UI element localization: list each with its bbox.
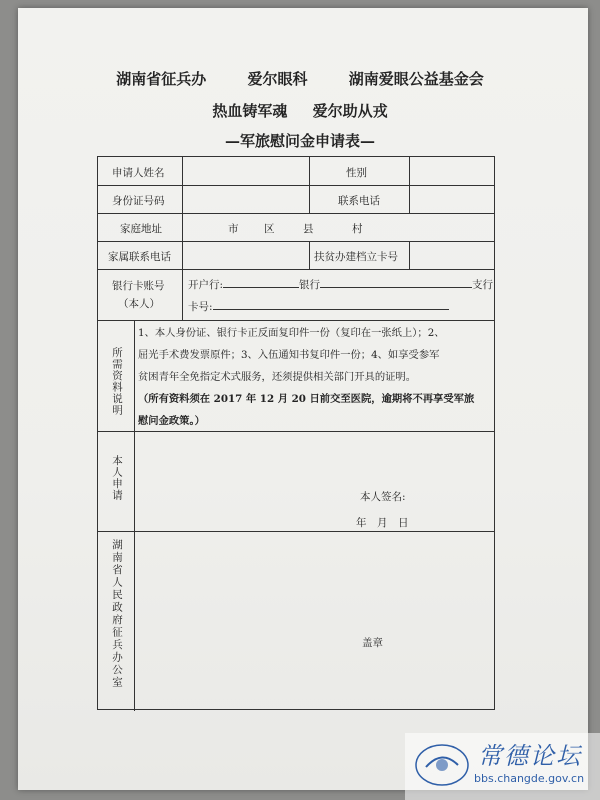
row-divider xyxy=(98,320,494,321)
slogan-1: 热血铸军魂 xyxy=(212,102,288,120)
address-district: 区 xyxy=(264,223,275,235)
label-branch: 支行 xyxy=(472,279,494,291)
forum-logo-icon xyxy=(412,737,472,789)
row-divider xyxy=(98,531,494,532)
bank-opening-line xyxy=(188,276,493,292)
label-poverty-card: 扶贫办建档立卡号 xyxy=(314,251,398,263)
label-phone: 联系电话 xyxy=(338,195,380,207)
label-id-number: 身份证号码 xyxy=(112,195,165,207)
address-city: 市 xyxy=(228,223,239,235)
col-divider xyxy=(309,157,310,213)
application-form-table xyxy=(97,156,495,710)
label-bank-card-self: （本人） xyxy=(118,298,160,310)
label-bank-card: 银行卡账号 xyxy=(112,280,165,292)
row-divider xyxy=(98,213,494,214)
materials-line-3: 贫困青年全免指定术式服务，还须提供相关部门开具的证明。 xyxy=(138,371,417,383)
org-conscription-office: 湖南省征兵办 xyxy=(116,70,207,88)
col-divider xyxy=(309,241,310,269)
card-number-line xyxy=(188,298,449,314)
org-aier-eye: 爱尔眼科 xyxy=(247,70,308,88)
label-bank: 银行 xyxy=(299,279,321,291)
col-divider xyxy=(409,241,410,269)
col-divider xyxy=(182,157,183,320)
org-eye-foundation: 湖南爱眼公益基金会 xyxy=(348,70,484,88)
label-gender: 性别 xyxy=(346,167,367,179)
seal-label: 盖章 xyxy=(362,637,383,649)
row-divider xyxy=(98,185,494,186)
header-slogans xyxy=(0,100,600,121)
row-divider xyxy=(98,269,494,270)
col-divider xyxy=(134,320,135,711)
branch-name-blank xyxy=(320,276,472,288)
materials-line-1: 1、本人身份证、银行卡正反面复印件一份（复印在一张纸上）；2、 xyxy=(138,327,445,339)
label-address: 家庭地址 xyxy=(120,223,162,235)
self-signature-label: 本人签名: xyxy=(360,491,406,503)
bank-name-blank xyxy=(223,276,299,288)
self-apply-date: 年 月 日 xyxy=(356,517,409,529)
slogan-2: 爱尔助从戎 xyxy=(312,102,388,120)
address-village: 村 xyxy=(352,223,363,235)
address-county: 县 xyxy=(303,223,314,235)
forum-watermark-title: 常德论坛 xyxy=(478,742,582,770)
materials-note-2: 慰问金政策。） xyxy=(138,415,205,427)
label-applicant-name: 申请人姓名 xyxy=(112,167,165,179)
header-orgs xyxy=(0,68,600,89)
row-divider xyxy=(98,241,494,242)
label-card-number: 卡号: xyxy=(188,301,213,313)
label-conscription-office: 湖南省人民政府征兵办公室 xyxy=(111,539,123,689)
col-divider xyxy=(409,157,410,213)
label-bank-opening: 开户行: xyxy=(188,279,224,291)
materials-line-2: 屈光手术费发票原件；3、入伍通知书复印件一份；4、如享受参军 xyxy=(138,349,440,361)
label-self-apply: 本人申请 xyxy=(111,455,123,501)
label-family-contact: 家属联系电话 xyxy=(108,251,171,263)
materials-note-1: （所有资料须在 2017 年 12 月 20 日前交至医院，逾期将不再享受军旅 xyxy=(138,393,475,405)
form-title: —军旅慰问金申请表— xyxy=(224,132,375,150)
card-number-blank xyxy=(213,298,449,310)
label-materials: 所需资料说明 xyxy=(111,347,123,416)
materials-text xyxy=(138,322,488,432)
forum-watermark-url: bbs.changde.gov.cn xyxy=(474,772,585,785)
